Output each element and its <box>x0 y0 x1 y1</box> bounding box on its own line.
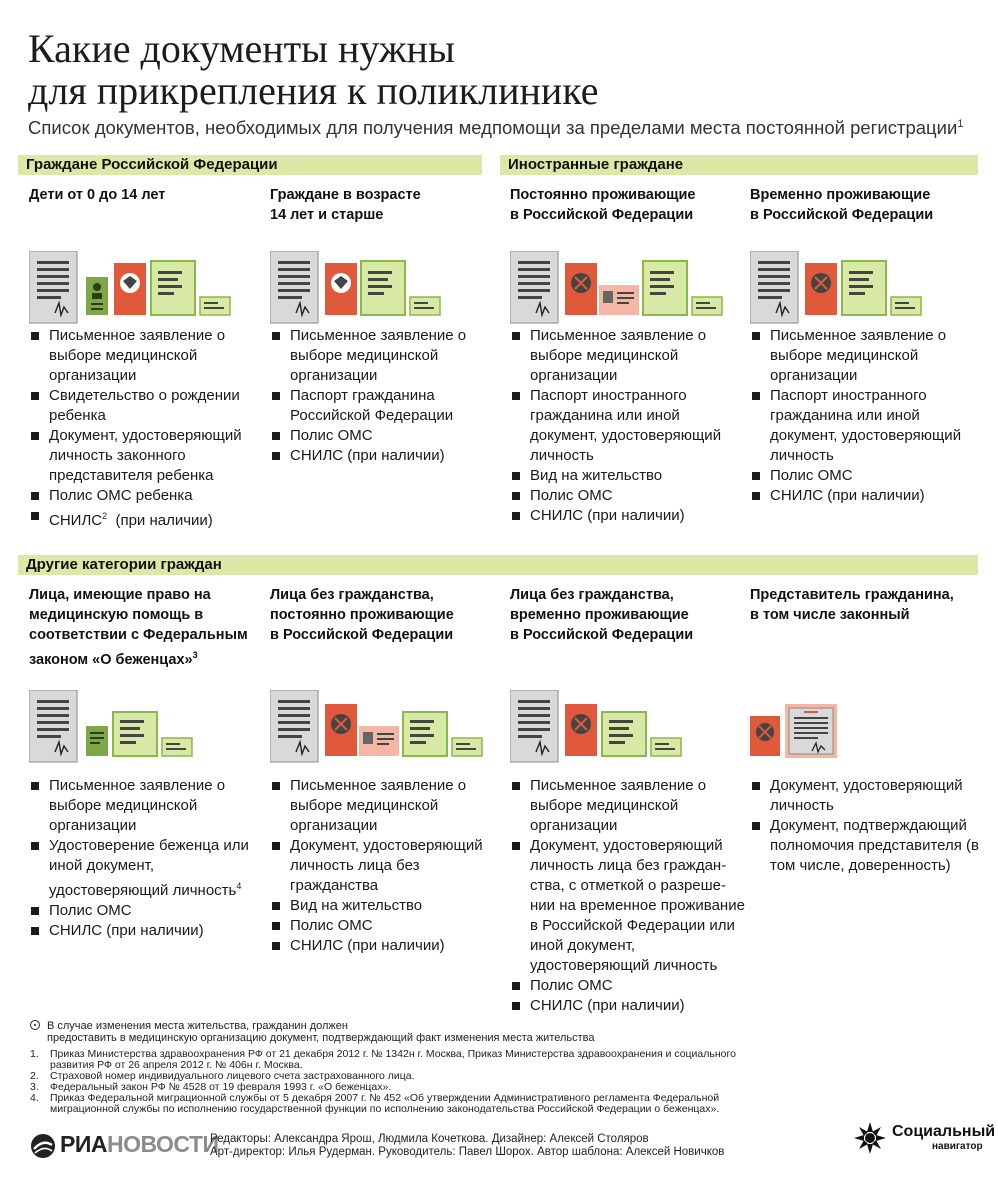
footnote-mark: 3 <box>192 650 198 660</box>
documents-list <box>750 326 986 506</box>
note-line-1: В случае изменения места жительства, гражданин должен <box>47 1020 348 1032</box>
list-item: Полис ОМС <box>750 466 986 486</box>
oms-policy-icon <box>151 261 195 315</box>
snils-icon <box>410 297 440 315</box>
column-title-line: в Российской Федерации <box>270 627 454 643</box>
ria-novosti-logo <box>30 1131 219 1157</box>
section-russian-citizens: Граждане Российской Федерации <box>18 155 482 175</box>
snils-icon <box>891 297 921 315</box>
refugee-certificate-icon <box>86 726 108 756</box>
list-item: Письменное заявление о выборе медицинской организации <box>29 326 265 386</box>
footnote-number: 1. <box>30 1048 39 1060</box>
documents-list <box>510 326 746 526</box>
column-title <box>750 585 982 625</box>
application-icon <box>270 690 318 762</box>
column-title-line: в Российской Федерации <box>510 207 694 223</box>
credits <box>210 1133 770 1159</box>
list-item: СНИЛС (при наличии) <box>510 996 746 1016</box>
list-item: Письменное заявление о выборе медицинской организации <box>750 326 986 386</box>
snils-icon <box>162 738 192 756</box>
section-foreign-citizens: Иностранные граждане <box>500 155 978 175</box>
note-line-2: предоставить в медицинскую организацию документ, подтверждающий факт изменения места жительства <box>47 1032 595 1044</box>
list-item <box>29 506 265 531</box>
list-item: Документ, удостоверяющий личность лица без гражданства <box>270 836 506 896</box>
list-item: Паспорт иностранного гражданина или иной документ, удостоверяющий личность <box>750 386 986 466</box>
column-title-line: в Российской Федерации <box>510 627 694 643</box>
list-item: СНИЛС (при наличии) <box>510 506 746 526</box>
list-item: Полис ОМС <box>29 901 265 921</box>
footnote-number: 3. <box>30 1081 39 1093</box>
footnote-text: Приказ Министерства здравоохранения РФ от 21 декабря 2012 г. № 1342н г. Москва, Приказ Министерства здравоохранения и социального развития РФ от 26 апреля 2012 г. № 406н г. Москва. <box>50 1048 736 1071</box>
identity-document-icon <box>750 716 780 756</box>
ria-globe-icon <box>30 1133 56 1159</box>
foreign-passport-icon <box>565 263 597 315</box>
column-title <box>750 185 982 225</box>
application-icon <box>510 251 558 323</box>
documents-list <box>29 326 265 531</box>
documents-illustration <box>270 251 502 331</box>
list-item <box>29 836 265 901</box>
footnote-mark: 4 <box>236 881 242 891</box>
column-title-line: Представитель гражданина, <box>750 587 954 603</box>
list-item: СНИЛС (при наличии) <box>29 921 265 941</box>
documents-list <box>510 776 746 1016</box>
oms-policy-icon <box>361 261 405 315</box>
title-line-1: Какие документы нужны <box>28 26 455 71</box>
logo-text-social: Социальный <box>892 1123 996 1140</box>
oms-policy-icon <box>643 261 687 315</box>
footnote-text: Приказ Федеральной миграционной службы от 5 декабря 2007 г. № 452 «Об утверждении Административного регламента Федеральной миграционной службы по исполнению государственной функции по исполнению законодательства Российской Федерации о беженцах». <box>50 1092 720 1115</box>
residence-permit-icon <box>359 726 399 756</box>
logo-text-ria: РИА <box>60 1131 107 1157</box>
logo-text-novosti: НОВОСТИ <box>106 1131 219 1157</box>
column-title-line: Лица без гражданства, <box>510 587 674 603</box>
column-title-line: Граждане в возрасте <box>270 187 421 203</box>
passport-icon <box>114 263 146 315</box>
column-title: Дети от 0 до 14 лет <box>29 187 166 203</box>
documents-list <box>750 776 986 876</box>
credits-line-2: Арт-директор: Илья Рудерман. Руководитель: Павел Шорох. Автор шаблона: Алексей Новичков <box>210 1146 725 1158</box>
list-item: Документ, подтверждающий полномочия представителя (в том числе, доверенность) <box>750 816 986 876</box>
column-title-line: временно проживающие <box>510 607 689 623</box>
identity-document-icon <box>325 704 357 756</box>
list-item: Письменное заявление о выборе медицинской организации <box>510 776 746 836</box>
documents-illustration <box>29 251 261 331</box>
footnotes <box>30 1049 750 1115</box>
section-other-categories: Другие категории граждан <box>18 555 978 575</box>
navigator-star-icon <box>852 1120 888 1156</box>
column-title-line: постоянно проживающие <box>270 607 454 623</box>
list-item-text: СНИЛС <box>49 512 103 529</box>
oms-policy-icon <box>113 712 157 756</box>
list-item: Документ, удостоверяющий личность лица без гражданства, с отметкой о разрешении на временное проживание в Российской Федерации или иной документ, удостоверяющий личность <box>510 836 746 976</box>
oms-policy-icon <box>403 712 447 756</box>
title-line-2: для прикрепления к поликлинике <box>28 68 599 113</box>
list-item: Паспорт иностранного гражданина или иной документ, удостоверяющий личность <box>510 386 746 466</box>
column-title <box>510 585 742 645</box>
list-item: СНИЛС (при наличии) <box>270 446 506 466</box>
column-title <box>29 585 261 670</box>
list-item: Письменное заявление о выборе медицинской организации <box>270 326 506 386</box>
application-icon <box>750 251 798 323</box>
credits-line-1: Редакторы: Александра Ярош, Людмила Кочеткова. Дизайнер: Алексей Столяров <box>210 1133 649 1145</box>
documents-illustration <box>29 690 261 770</box>
snils-icon <box>651 738 681 756</box>
oms-policy-icon <box>602 712 646 756</box>
footnote <box>30 1093 750 1115</box>
list-item: Вид на жительство <box>510 466 746 486</box>
footnote-number: 2. <box>30 1070 39 1082</box>
footnote-text: Страховой номер индивидуального лицевого счета застрахованного лица. <box>50 1070 415 1082</box>
footnote-number: 4. <box>30 1092 39 1104</box>
application-icon <box>29 690 77 762</box>
snils-icon <box>452 738 482 756</box>
column-title-line: Постоянно проживающие <box>510 187 696 203</box>
application-icon <box>270 251 318 323</box>
column-title-text: Лица, имеющие право на медицинскую помощь в соответствии с Федеральным законом «О беженцах» <box>29 587 248 668</box>
list-item: СНИЛС (при наличии) <box>750 486 986 506</box>
list-item: Полис ОМС ребенка <box>29 486 265 506</box>
list-item: СНИЛС (при наличии) <box>270 936 506 956</box>
list-item: Полис ОМС <box>510 486 746 506</box>
subtitle-footnote-mark: 1 <box>957 118 964 130</box>
documents-illustration <box>750 251 982 331</box>
application-icon <box>510 690 558 762</box>
list-item: Вид на жительство <box>270 896 506 916</box>
footnote <box>30 1049 750 1071</box>
residence-change-note <box>30 1020 730 1044</box>
column-title-line: 14 лет и старше <box>270 207 384 223</box>
column-title-line: Лица без гражданства, <box>270 587 434 603</box>
application-icon <box>29 251 77 323</box>
social-navigator-logo <box>852 1118 996 1158</box>
column-title <box>270 185 502 225</box>
footnote-text: Федеральный закон РФ № 4528 от 19 февраля 1993 г. «О беженцах». <box>50 1081 392 1093</box>
list-item: Документ, удостоверяющий личность законного представителя ребенка <box>29 426 265 486</box>
foreign-passport-icon <box>805 263 837 315</box>
list-item: Паспорт гражданина Российской Федерации <box>270 386 506 426</box>
documents-illustration <box>510 690 742 770</box>
documents-illustration <box>270 690 502 770</box>
passport-icon <box>325 263 357 315</box>
snils-icon <box>692 297 722 315</box>
birth-certificate-icon <box>86 277 108 315</box>
residence-permit-icon <box>599 285 639 315</box>
footnote-mark: 2 <box>102 511 108 521</box>
list-item: Свидетельство о рождении ребенка <box>29 386 265 426</box>
page-subtitle <box>28 113 993 139</box>
column-title <box>510 185 742 225</box>
list-item: Полис ОМС <box>270 426 506 446</box>
list-item: Полис ОМС <box>510 976 746 996</box>
column-title <box>270 585 502 645</box>
column-title-line: в Российской Федерации <box>750 207 934 223</box>
logo-text-navigator: навигатор <box>932 1141 983 1152</box>
documents-illustration <box>510 251 742 331</box>
snils-icon <box>200 297 230 315</box>
documents-list <box>270 776 506 956</box>
list-item-text: Удостоверение беженца или иной документ, удостоверяющий личность <box>49 837 249 899</box>
column-title-line: в том числе законный <box>750 607 910 623</box>
column-title-line: Временно проживающие <box>750 187 931 203</box>
list-item: Письменное заявление о выборе медицинской организации <box>510 326 746 386</box>
list-item: Письменное заявление о выборе медицинской организации <box>29 776 265 836</box>
page-title <box>28 28 599 112</box>
subtitle-text: Список документов, необходимых для получения медпомощи за пределами места постоянной регистрации <box>28 117 958 139</box>
documents-illustration <box>750 690 982 770</box>
list-item-tail: (при наличии) <box>107 512 213 529</box>
identity-document-icon <box>565 704 597 756</box>
documents-list <box>29 776 265 941</box>
list-item: Полис ОМС <box>270 916 506 936</box>
list-item: Документ, удостоверяющий личность <box>750 776 986 816</box>
oms-policy-icon <box>842 261 886 315</box>
list-item: Письменное заявление о выборе медицинской организации <box>270 776 506 836</box>
power-of-attorney-icon <box>785 704 837 758</box>
documents-list <box>270 326 506 466</box>
note-bullet-icon <box>30 1020 40 1030</box>
